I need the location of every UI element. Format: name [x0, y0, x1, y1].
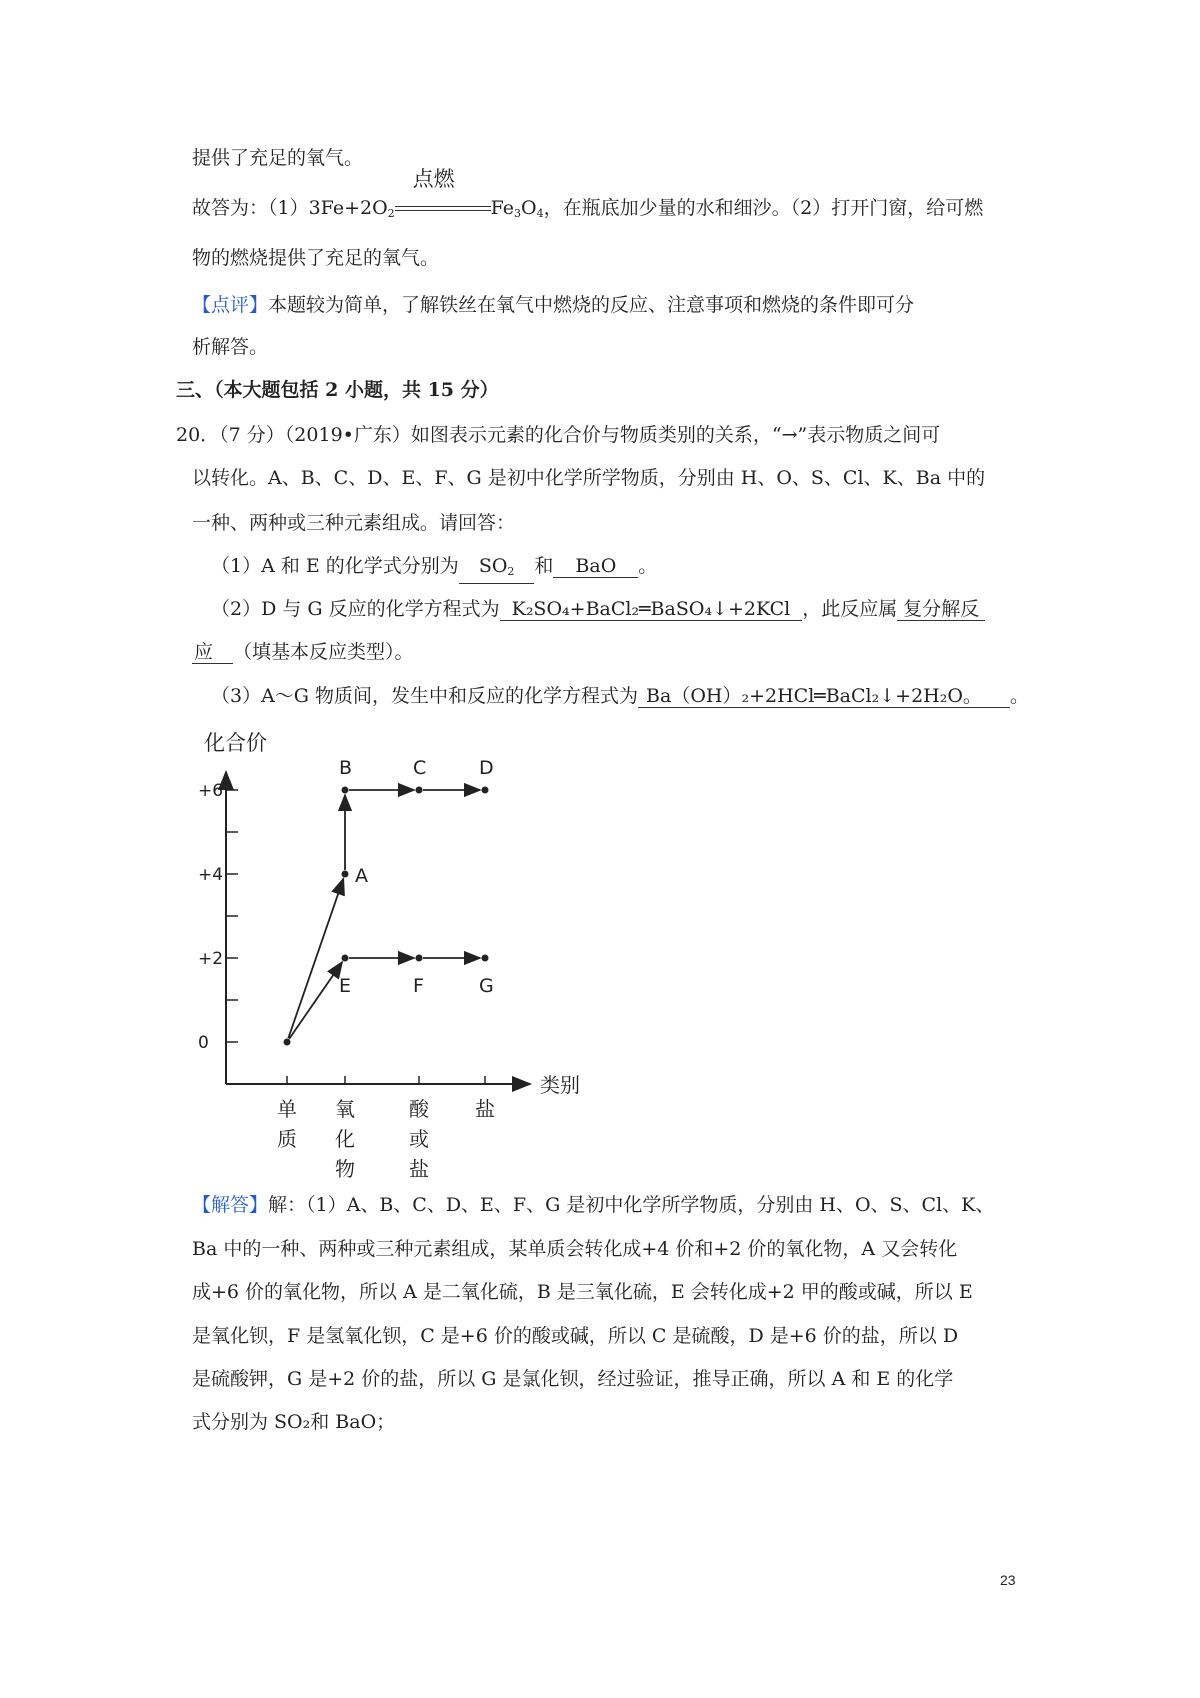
section-heading: 三、（本大题包括 2 小题，共 15 分） — [176, 379, 499, 401]
answer-blank: Ba（OH）₂+2HCl═BaCl₂↓+2H₂O。 — [638, 685, 1010, 708]
question-line: 以转化。A、B、C、D、E、F、G 是初中化学所学物质，分别由 H、O、S、Cl、K、Ba 中的 — [192, 467, 986, 489]
solution-line: 是氧化钡，F 是氢氧化钡，C 是+6 价的酸或碱，所以 C 是硫酸，D 是+6 价的盐，所以 D — [192, 1325, 959, 1347]
y-tick-label: +6 — [198, 781, 224, 801]
point-label: E — [339, 975, 352, 997]
comment-text: 本题较为简单，了解铁丝在氧气中燃烧的反应、注意事项和燃烧的条件即可分 — [268, 294, 915, 316]
y-tick-label: 0 — [198, 1033, 209, 1053]
y-axis-label: 化合价 — [204, 731, 267, 755]
answer-cont: 物的燃烧提供了充足的氧气。 — [192, 247, 440, 269]
x-tick-label: 质 — [277, 1127, 297, 1151]
condition-label: 点燃 — [412, 167, 455, 191]
answer-blank: K₂SO₄+BaCl₂═BaSO₄↓+2KCl — [500, 598, 803, 621]
question-line: 20．（7 分）（2019•广东）如图表示元素的化合价与物质类别的关系，“→”表示物质之间可 — [176, 424, 941, 446]
part2-end: （填基本反应类型）。 — [233, 641, 414, 663]
part3-end: 。 — [1009, 685, 1029, 707]
comment-cont: 析解答。 — [192, 336, 269, 358]
point-label: B — [339, 757, 353, 779]
answer-blank: 应 — [192, 641, 233, 664]
part2 — [211, 597, 985, 621]
part3 — [211, 684, 1029, 708]
subscript: 2 — [507, 565, 515, 578]
answer-blank: BaO — [553, 555, 638, 578]
x-axis-label: 类别 — [540, 1073, 580, 1097]
solution-line — [192, 1193, 994, 1217]
page-number: 23 — [1000, 1572, 1016, 1588]
answer-line — [192, 167, 984, 226]
part3-text: （3）A～G 物质间，发生中和反应的化学方程式为 — [211, 685, 639, 707]
solution-tag: 【解答】 — [192, 1194, 269, 1216]
data-point — [416, 955, 423, 962]
comment-line — [192, 293, 914, 317]
x-tick-label: 物 — [335, 1157, 355, 1181]
point-label: G — [479, 975, 494, 997]
solution-line: Ba 中的一种、两种或三种元素组成，某单质会转化成+4 价和+2 价的氧化物，A 又会转化 — [192, 1238, 958, 1260]
data-point — [416, 787, 423, 794]
part1-text: （1）A 和 E 的化学式分别为 — [211, 555, 459, 577]
x-tick-label: 或 — [409, 1127, 429, 1151]
part1-and: 和 — [534, 555, 554, 577]
part1-end: 。 — [638, 555, 658, 577]
part1 — [211, 554, 657, 584]
part2-text: （2）D 与 G 反应的化学方程式为 — [211, 598, 500, 620]
x-tick-label: 盐 — [409, 1157, 429, 1181]
product-o: O — [521, 197, 537, 219]
data-point — [342, 871, 349, 878]
valence-chart — [198, 731, 620, 1210]
part2-cont — [192, 640, 414, 664]
solution-line: 成+6 价的氧化物，所以 A 是二氧化硫，B 是三氧化硫，E 会转化成+2 甲的酸或碱，所以 E — [192, 1281, 973, 1303]
part2-text2: ，此反应属 — [802, 598, 898, 620]
answer-blank — [459, 555, 535, 584]
data-point — [482, 955, 489, 962]
subscript: 3 — [514, 207, 522, 220]
point-label: C — [413, 757, 427, 779]
solution-line: 是硫酸钾，G 是+2 价的盐，所以 G 是氯化钡，经过验证，推导正确，所以 A 和 E 的化学 — [192, 1368, 954, 1390]
subscript: 4 — [536, 207, 544, 220]
y-tick-label: +2 — [198, 949, 224, 969]
comment-tag: 【点评】 — [192, 294, 269, 316]
x-tick-label: 化 — [335, 1127, 355, 1151]
subscript: 2 — [387, 207, 395, 220]
question-line: 一种、两种或三种元素组成。请回答： — [192, 512, 516, 534]
text-line: 提供了充足的氧气。 — [192, 147, 364, 169]
data-point — [284, 1039, 291, 1046]
x-tick-label: 氧 — [335, 1097, 355, 1121]
y-tick-label: +4 — [198, 865, 224, 885]
x-tick-label: 酸 — [409, 1097, 429, 1121]
point-label: A — [355, 865, 368, 887]
x-tick-label: 单 — [277, 1097, 297, 1121]
answer-blank: 复分解反 — [897, 598, 985, 621]
point-label: F — [413, 975, 424, 997]
data-point — [342, 787, 349, 794]
solution-text: 解：（1）A、B、C、D、E、F、G 是初中化学所学物质，分别由 H、O、S、Cl、K、 — [268, 1194, 995, 1216]
transform-arrow — [288, 879, 343, 1038]
x-tick-label: 盐 — [475, 1097, 495, 1121]
answer-suffix: ，在瓶底加少量的水和细沙。（2）打开门窗，给可燃 — [543, 197, 984, 219]
data-point — [482, 787, 489, 794]
product: Fe — [490, 197, 515, 219]
answer-prefix: 故答为：（1）3Fe+2O — [192, 197, 388, 219]
reaction-condition — [395, 167, 491, 221]
point-label: D — [479, 757, 494, 779]
answer-a: SO — [478, 555, 508, 577]
solution-line: 式分别为 SO₂和 BaO； — [192, 1411, 396, 1433]
data-point — [342, 955, 349, 962]
transform-arrow — [289, 962, 342, 1039]
